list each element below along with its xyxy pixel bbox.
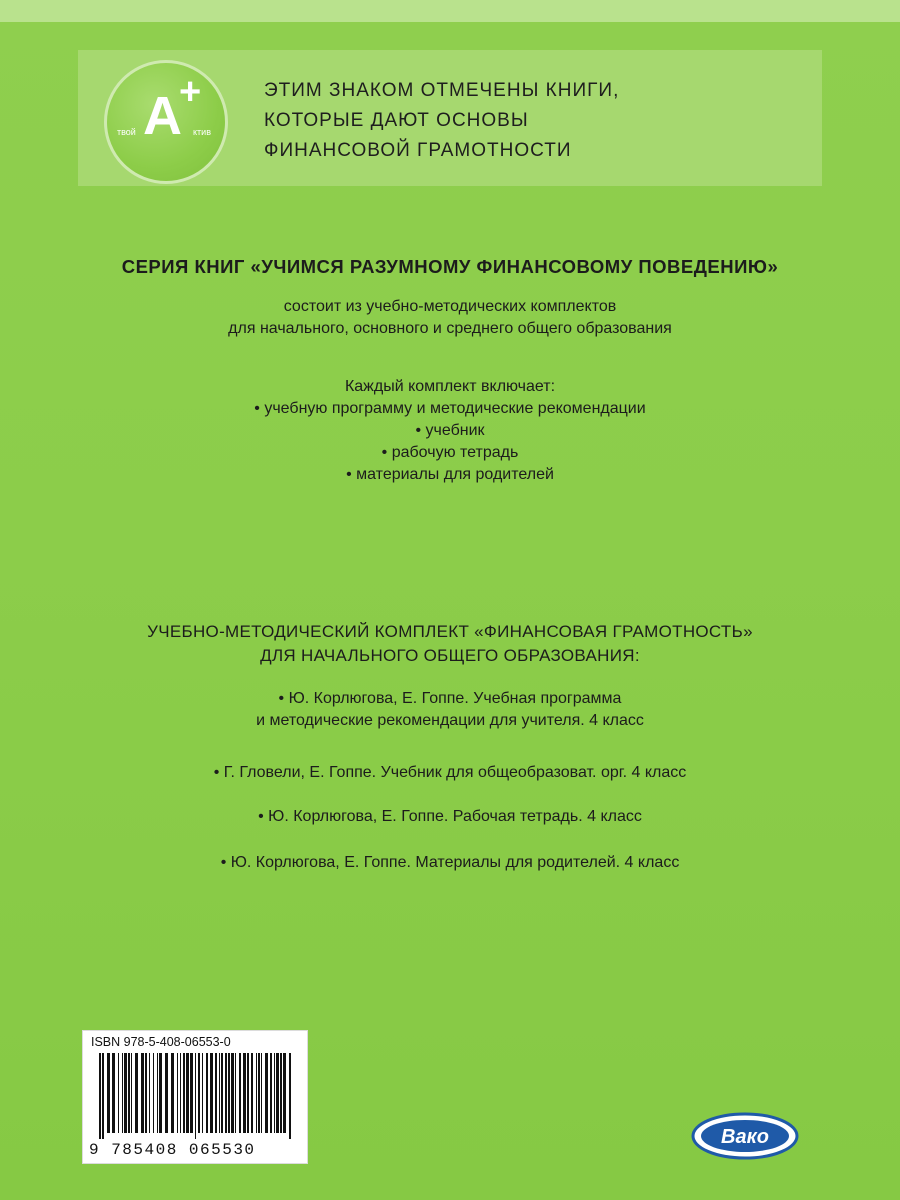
header-line: КОТОРЫЕ ДАЮТ ОСНОВЫ — [264, 110, 529, 131]
barcode-bar — [215, 1053, 217, 1133]
barcode-bar — [231, 1053, 234, 1133]
umk-item — [0, 688, 900, 732]
barcode-bar — [228, 1053, 230, 1133]
barcode-bar — [102, 1053, 104, 1139]
kit-list — [0, 376, 900, 486]
vako-publisher-logo — [690, 1110, 800, 1162]
barcode-bar — [289, 1053, 291, 1139]
barcode-bar — [202, 1053, 203, 1133]
barcode-bar — [149, 1053, 150, 1133]
kit-item: • материалы для родителей — [346, 466, 554, 483]
barcode-bar — [165, 1053, 168, 1133]
umk-title-line: УЧЕБНО-МЕТОДИЧЕСКИЙ КОМПЛЕКТ «ФИНАНСОВАЯ ГРАМОТНОСТЬ» — [147, 622, 753, 641]
barcode-bar — [159, 1053, 162, 1133]
barcode-bar — [256, 1053, 257, 1133]
umk-title-line: ДЛЯ НАЧАЛЬНОГО ОБЩЕГО ОБРАЗОВАНИЯ: — [260, 646, 640, 665]
barcode-bar — [131, 1053, 132, 1133]
barcode-bar — [258, 1053, 260, 1133]
series-description — [0, 296, 900, 340]
kit-item: • рабочую тетрадь — [381, 444, 519, 461]
barcode-bar — [221, 1053, 223, 1133]
barcode-bar — [225, 1053, 227, 1133]
logo-left-text: твой — [117, 127, 136, 137]
umk-item — [0, 762, 900, 784]
barcode-bar — [186, 1053, 189, 1133]
header-line: ЭТИМ ЗНАКОМ ОТМЕЧЕНЫ КНИГИ, — [264, 80, 620, 101]
logo-letter: A — [143, 86, 182, 146]
umk-item-line: • Ю. Корлюгова, Е. Гоппе. Рабочая тетрадь. 4 класс — [258, 808, 642, 825]
description-line: для начального, основного и среднего общего образования — [228, 320, 672, 337]
barcode-icon — [97, 1053, 295, 1139]
barcode-bar — [135, 1053, 138, 1133]
barcode-bar — [251, 1053, 253, 1133]
barcode-bar — [124, 1053, 127, 1133]
header-text — [264, 76, 804, 166]
header-line: ФИНАНСОВОЙ ГРАМОТНОСТИ — [264, 140, 572, 161]
barcode-bar — [206, 1053, 208, 1133]
barcode-digits: 9 785408 065530 — [89, 1141, 256, 1159]
barcode-bar — [128, 1053, 130, 1133]
barcode-bar — [118, 1053, 119, 1133]
description-line: состоит из учебно-методических комплектов — [283, 298, 617, 315]
logo-right-text: ктив — [193, 127, 211, 137]
umk-item-line: • Ю. Корлюгова, Е. Гоппе. Материалы для родителей. 4 класс — [220, 854, 680, 871]
umk-item — [0, 806, 900, 828]
barcode-bar — [190, 1053, 193, 1133]
umk-title — [0, 620, 900, 668]
barcode-bar — [195, 1053, 196, 1139]
barcode-bar — [112, 1053, 115, 1133]
barcode-bar — [280, 1053, 282, 1133]
kit-item: • учебную программу и методические рекомендации — [254, 400, 646, 417]
barcode-bar — [122, 1053, 123, 1133]
publisher-name: Вако — [721, 1126, 769, 1148]
a-plus-logo-icon — [104, 60, 228, 184]
barcode-bar — [153, 1053, 154, 1133]
umk-item — [0, 852, 900, 874]
isbn-barcode-box — [82, 1030, 308, 1164]
barcode-bar — [157, 1053, 158, 1133]
barcode-bar — [276, 1053, 279, 1133]
barcode-bar — [210, 1053, 213, 1133]
logo-plus: + — [179, 71, 202, 113]
barcode-bar — [270, 1053, 272, 1133]
barcode-bar — [265, 1053, 268, 1133]
barcode-bar — [283, 1053, 286, 1133]
barcode-bar — [198, 1053, 200, 1133]
barcode-bar — [239, 1053, 241, 1133]
isbn-label: ISBN 978-5-408-06553-0 — [91, 1035, 231, 1049]
barcode-bar — [183, 1053, 185, 1133]
barcode-bar — [235, 1053, 236, 1133]
kit-heading: Каждый комплект включает: — [344, 378, 556, 395]
barcode-bar — [171, 1053, 174, 1133]
barcode-bar — [177, 1053, 178, 1133]
barcode-bar — [107, 1053, 110, 1133]
umk-item-line: • Г. Гловели, Е. Гоппе. Учебник для общеобразоват. орг. 4 класс — [213, 764, 687, 781]
barcode-bar — [261, 1053, 262, 1133]
barcode-bar — [180, 1053, 181, 1133]
barcode-bar — [274, 1053, 275, 1133]
barcode-bar — [219, 1053, 220, 1133]
barcode-bar — [145, 1053, 147, 1133]
umk-item-line: и методические рекомендации для учителя. 4 класс — [256, 712, 644, 729]
barcode-bar — [141, 1053, 144, 1133]
barcode-bar — [247, 1053, 249, 1133]
series-title: СЕРИЯ КНИГ «УЧИМСЯ РАЗУМНОМУ ФИНАНСОВОМУ ПОВЕДЕНИЮ» — [121, 256, 779, 277]
barcode-bar — [99, 1053, 101, 1139]
top-band — [0, 0, 900, 22]
umk-item-line: • Ю. Корлюгова, Е. Гоппе. Учебная программа — [278, 690, 622, 707]
barcode-bar — [243, 1053, 246, 1133]
kit-item: • учебник — [415, 422, 485, 439]
